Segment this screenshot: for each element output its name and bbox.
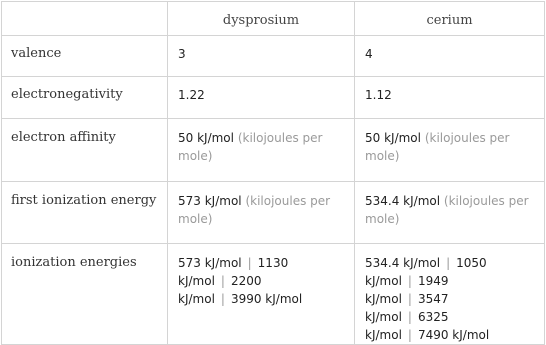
- table-row: [2, 244, 545, 345]
- ionization-value: 1050 kJ/mol: [365, 256, 487, 288]
- ionization-value: 6325 kJ/mol: [365, 310, 449, 342]
- ionization-value: 2200 kJ/mol: [178, 274, 262, 306]
- ionization-value: 3547 kJ/mol: [365, 292, 449, 324]
- value-separator: |: [220, 274, 225, 288]
- row-label-electron-affinity: electron affinity: [2, 119, 168, 182]
- ionization-value: 534.4 kJ/mol: [365, 256, 441, 270]
- table-row: [2, 119, 545, 182]
- table-row: [2, 77, 545, 119]
- dysprosium-electron-affinity: [168, 119, 355, 182]
- header-row: [2, 2, 545, 36]
- cerium-electronegativity: 1.12: [355, 77, 545, 119]
- unit-explanation: (kilojoules per mole): [178, 131, 323, 163]
- cerium-electron-affinity: [355, 119, 545, 182]
- row-label-electronegativity: electronegativity: [2, 77, 168, 119]
- header-cerium-label: cerium: [426, 13, 473, 28]
- dysprosium-valence: 3: [168, 36, 355, 77]
- header-dysprosium: [168, 2, 355, 36]
- value-separator: |: [407, 310, 412, 324]
- ionization-value: 7490 kJ/mol: [417, 328, 490, 342]
- table-row: [2, 182, 545, 244]
- value-separator: |: [407, 328, 412, 342]
- cerium-first-ionization-energy: [355, 182, 545, 244]
- value-separator: |: [407, 292, 412, 306]
- ionization-value: 1949 kJ/mol: [365, 274, 449, 306]
- value-separator: |: [407, 274, 412, 288]
- cerium-valence: 4: [355, 36, 545, 77]
- value-separator: |: [446, 256, 451, 270]
- unit-explanation: (kilojoules per mole): [365, 131, 510, 163]
- header-cerium: [355, 2, 545, 36]
- table-row: [2, 36, 545, 77]
- value-text: 534.4 kJ/mol: [365, 194, 441, 208]
- unit-explanation: (kilojoules per mole): [365, 194, 529, 226]
- ionization-value: 573 kJ/mol: [178, 256, 242, 270]
- element-comparison-table: [1, 1, 545, 345]
- ionization-value: 3990 kJ/mol: [230, 292, 303, 306]
- value-separator: |: [247, 256, 252, 270]
- dysprosium-electronegativity: 1.22: [168, 77, 355, 119]
- header-dysprosium-label: dysprosium: [222, 13, 300, 28]
- value-separator: |: [220, 292, 225, 306]
- value-text: 50 kJ/mol: [365, 131, 421, 145]
- row-label-ionization-energies: ionization energies: [2, 244, 168, 345]
- value-text: 573 kJ/mol: [178, 194, 242, 208]
- value-text: 50 kJ/mol: [178, 131, 234, 145]
- row-label-first-ionization-energy: first ionization energy: [2, 182, 168, 244]
- ionization-value: 1130 kJ/mol: [178, 256, 289, 288]
- unit-explanation: (kilojoules per mole): [178, 194, 331, 226]
- dysprosium-ionization-energies: [168, 244, 355, 345]
- header-empty-cell: [2, 2, 168, 36]
- cerium-ionization-energies: [355, 244, 545, 345]
- row-label-valence: valence: [2, 36, 168, 77]
- dysprosium-first-ionization-energy: [168, 182, 355, 244]
